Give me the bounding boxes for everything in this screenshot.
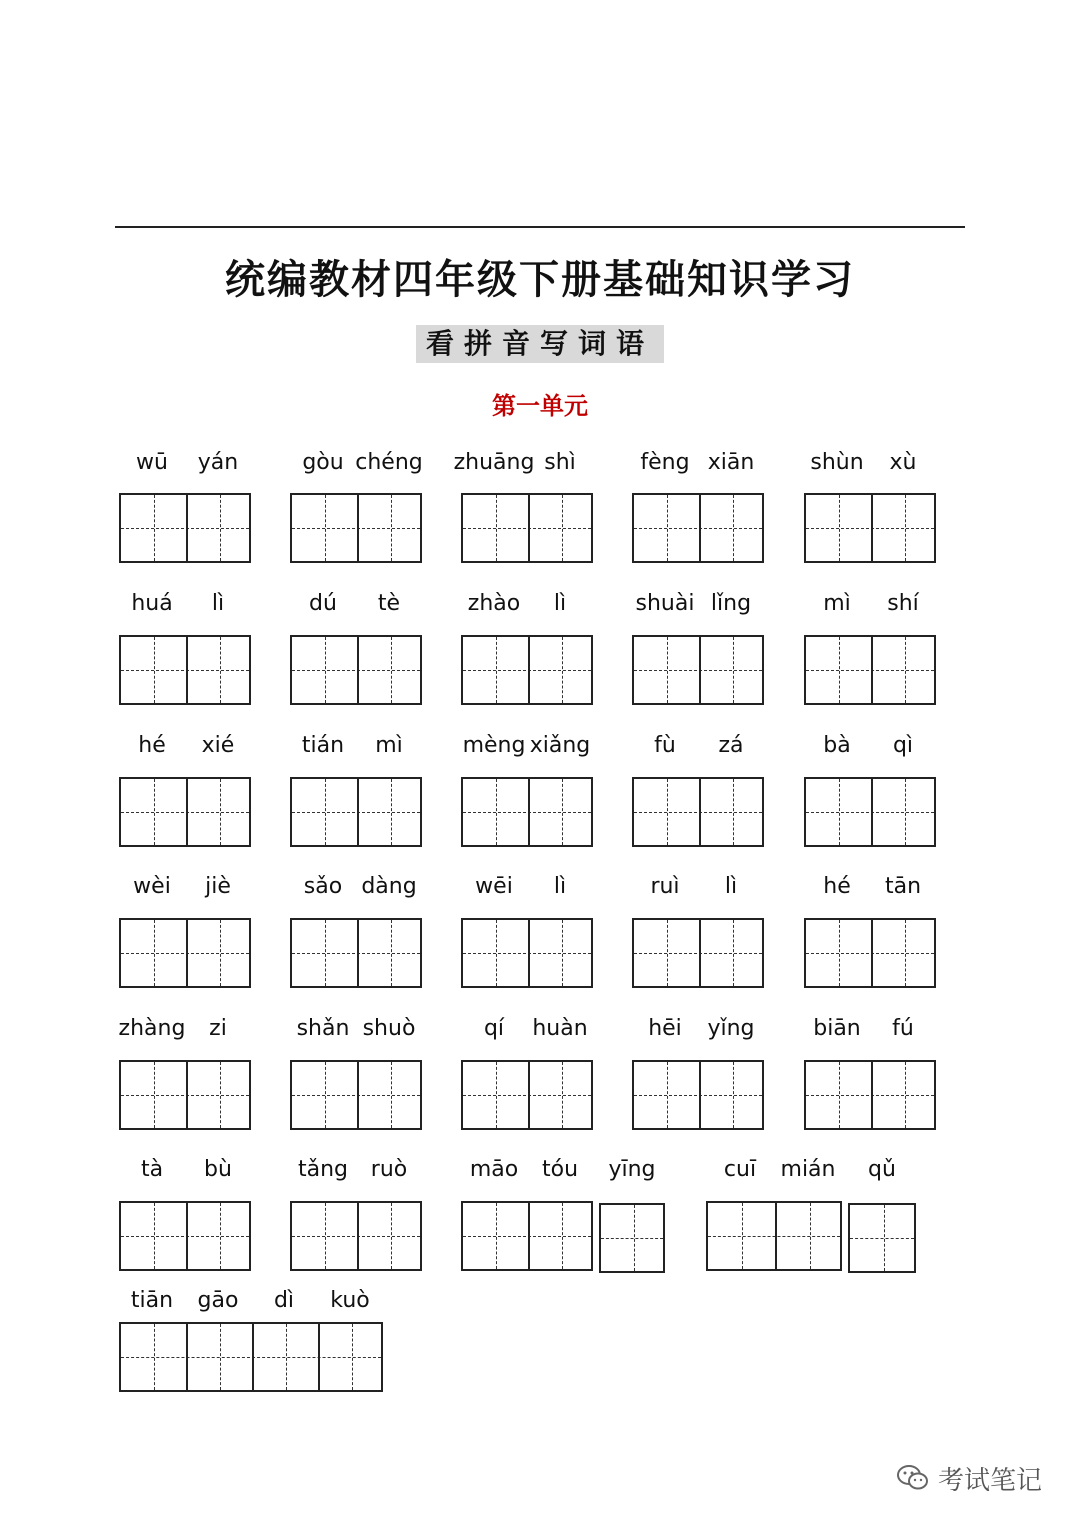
cell-divider [357, 1062, 359, 1128]
pinyin-syllable: tǎng [297, 1157, 349, 1182]
writing-box[interactable] [804, 918, 936, 988]
grid-guide-line [121, 528, 249, 529]
pinyin-syllable: huàn [532, 1016, 588, 1041]
grid-guide-line [325, 637, 326, 703]
grid-guide-line [496, 637, 497, 703]
grid-guide-line [562, 1062, 563, 1128]
grid-guide-line [154, 495, 155, 561]
cell-divider [528, 779, 530, 845]
grid-guide-line [391, 495, 392, 561]
pinyin-syllable: fèng [640, 450, 690, 475]
section-heading: 看拼音写词语 [416, 325, 664, 363]
pinyin-syllable: chéng [355, 450, 423, 475]
grid-guide-line [463, 1236, 591, 1237]
writing-box[interactable] [461, 1201, 593, 1271]
writing-box[interactable] [119, 1322, 383, 1392]
grid-guide-line [806, 1095, 934, 1096]
pinyin-syllable: tè [377, 591, 401, 616]
grid-guide-line [905, 779, 906, 845]
pinyin-syllable: lǐng [710, 591, 752, 616]
grid-guide-line [496, 1062, 497, 1128]
cell-divider [186, 779, 188, 845]
grid-guide-line [634, 670, 762, 671]
grid-guide-line [121, 1095, 249, 1096]
grid-guide-line [121, 1357, 381, 1358]
grid-guide-line [121, 670, 249, 671]
pinyin-syllable: ruò [370, 1157, 408, 1182]
grid-guide-line [733, 1062, 734, 1128]
grid-guide-line [839, 779, 840, 845]
pinyin-syllable: zhuāng [453, 450, 535, 475]
grid-guide-line [708, 1236, 840, 1237]
pinyin-syllable: mèng [462, 733, 526, 758]
pinyin-syllable: zhào [467, 591, 521, 616]
pinyin-syllable: gāo [197, 1288, 239, 1313]
pinyin-syllable: jiè [205, 874, 231, 899]
pinyin-syllable: hēi [648, 1016, 682, 1041]
grid-guide-line [154, 1324, 155, 1390]
grid-guide-line [634, 1095, 762, 1096]
grid-guide-line [154, 1203, 155, 1269]
grid-guide-line [391, 1062, 392, 1128]
cell-divider [357, 1203, 359, 1269]
grid-guide-line [292, 670, 420, 671]
grid-guide-line [496, 495, 497, 561]
grid-guide-line [463, 528, 591, 529]
pinyin-syllable: lì [724, 874, 738, 899]
grid-guide-line [496, 779, 497, 845]
grid-guide-line [667, 495, 668, 561]
cell-divider [871, 920, 873, 986]
cell-divider [186, 1203, 188, 1269]
cell-divider [699, 920, 701, 986]
cell-divider [528, 495, 530, 561]
grid-guide-line [220, 495, 221, 561]
grid-guide-line [905, 495, 906, 561]
pinyin-syllable: tān [884, 874, 922, 899]
cell-divider [871, 1062, 873, 1128]
writing-box[interactable] [804, 635, 936, 705]
grid-guide-line [667, 920, 668, 986]
cell-divider [186, 1324, 188, 1390]
pinyin-syllable: fú [892, 1016, 914, 1041]
pinyin-syllable: xù [889, 450, 917, 475]
pinyin-syllable: shì [544, 450, 576, 475]
pinyin-syllable: dú [309, 591, 337, 616]
pinyin-syllable: hé [138, 733, 166, 758]
grid-guide-line [562, 1203, 563, 1269]
cell-divider [357, 495, 359, 561]
grid-guide-line [292, 528, 420, 529]
pinyin-syllable: lì [553, 591, 567, 616]
grid-guide-line [154, 920, 155, 986]
pinyin-syllable: qí [483, 1016, 505, 1041]
pinyin-syllable: ruì [650, 874, 680, 899]
grid-guide-line [667, 779, 668, 845]
pinyin-syllable: tián [301, 733, 345, 758]
pinyin-syllable: lì [553, 874, 567, 899]
pinyin-syllable: huá [131, 591, 173, 616]
grid-guide-line [292, 812, 420, 813]
writing-box[interactable] [461, 493, 593, 563]
writing-box[interactable] [119, 1060, 251, 1130]
cell-divider [699, 779, 701, 845]
grid-guide-line [220, 1062, 221, 1128]
writing-box[interactable] [706, 1201, 842, 1271]
writing-box[interactable] [290, 1060, 422, 1130]
writing-box[interactable] [119, 918, 251, 988]
pinyin-syllable: yīng [608, 1157, 656, 1182]
pinyin-syllable: tóu [541, 1157, 579, 1182]
grid-guide-line [286, 1324, 287, 1390]
pinyin-syllable: māo [469, 1157, 519, 1182]
writing-box[interactable] [632, 918, 764, 988]
grid-guide-line [733, 637, 734, 703]
writing-box[interactable] [461, 777, 593, 847]
writing-box[interactable] [804, 1060, 936, 1130]
grid-guide-line [601, 1238, 663, 1239]
pinyin-syllable: cuī [723, 1157, 757, 1182]
grid-guide-line [884, 1205, 885, 1271]
grid-guide-line [839, 920, 840, 986]
cell-divider [357, 779, 359, 845]
pinyin-syllable: lì [211, 591, 225, 616]
grid-guide-line [634, 528, 762, 529]
grid-guide-line [733, 920, 734, 986]
wechat-icon [896, 1463, 930, 1493]
grid-guide-line [391, 637, 392, 703]
pinyin-syllable: shuài [635, 591, 695, 616]
grid-guide-line [220, 1324, 221, 1390]
pinyin-syllable: tiān [130, 1288, 174, 1313]
grid-guide-line [391, 920, 392, 986]
page-title: 统编教材四年级下册基础知识学习 [225, 257, 855, 303]
grid-guide-line [667, 1062, 668, 1128]
pinyin-syllable: yán [197, 450, 239, 475]
writing-box[interactable] [119, 1201, 251, 1271]
pinyin-syllable: shǎn [296, 1016, 350, 1041]
grid-guide-line [325, 920, 326, 986]
grid-guide-line [839, 637, 840, 703]
cell-divider [528, 920, 530, 986]
grid-guide-line [121, 1236, 249, 1237]
grid-guide-line [463, 670, 591, 671]
watermark-text: 考试笔记 [938, 1465, 1043, 1496]
grid-guide-line [905, 1062, 906, 1128]
cell-divider [186, 495, 188, 561]
watermark [896, 1458, 1042, 1498]
cell-divider [699, 637, 701, 703]
pinyin-syllable: shuò [362, 1016, 416, 1041]
cell-divider [186, 1062, 188, 1128]
grid-guide-line [391, 779, 392, 845]
grid-guide-line [905, 920, 906, 986]
grid-guide-line [154, 779, 155, 845]
grid-guide-line [496, 1203, 497, 1269]
grid-guide-line [325, 1062, 326, 1128]
grid-guide-line [905, 637, 906, 703]
writing-box[interactable] [599, 1203, 665, 1273]
cell-divider [252, 1324, 254, 1390]
writing-box[interactable] [461, 918, 593, 988]
grid-guide-line [463, 953, 591, 954]
grid-guide-line [839, 1062, 840, 1128]
pinyin-syllable: yǐng [707, 1016, 755, 1041]
pinyin-syllable: wū [136, 450, 168, 475]
grid-guide-line [292, 953, 420, 954]
grid-guide-line [562, 637, 563, 703]
writing-box[interactable] [461, 635, 593, 705]
cell-divider [528, 1203, 530, 1269]
pinyin-syllable: xiān [707, 450, 755, 475]
grid-guide-line [742, 1203, 743, 1269]
pinyin-syllable: biān [813, 1016, 861, 1041]
pinyin-syllable: mì [375, 733, 403, 758]
grid-guide-line [667, 637, 668, 703]
pinyin-syllable: qì [892, 733, 914, 758]
grid-guide-line [634, 953, 762, 954]
pinyin-syllable: xiǎng [529, 733, 591, 758]
pinyin-syllable: zá [718, 733, 744, 758]
grid-guide-line [733, 779, 734, 845]
writing-box[interactable] [632, 493, 764, 563]
cell-divider [186, 637, 188, 703]
grid-guide-line [220, 637, 221, 703]
grid-guide-line [562, 495, 563, 561]
grid-guide-line [634, 812, 762, 813]
pinyin-syllable: wèi [133, 874, 171, 899]
pinyin-syllable: shùn [810, 450, 864, 475]
pinyin-syllable: bà [823, 733, 851, 758]
writing-box[interactable] [632, 777, 764, 847]
grid-guide-line [810, 1203, 811, 1269]
cell-divider [357, 920, 359, 986]
grid-guide-line [839, 495, 840, 561]
cell-divider [357, 637, 359, 703]
writing-box[interactable] [119, 777, 251, 847]
writing-box[interactable] [290, 635, 422, 705]
pinyin-syllable: wēi [475, 874, 513, 899]
grid-guide-line [325, 495, 326, 561]
grid-guide-line [325, 1203, 326, 1269]
writing-box[interactable] [119, 493, 251, 563]
writing-box[interactable] [290, 493, 422, 563]
writing-box[interactable] [290, 918, 422, 988]
grid-guide-line [220, 920, 221, 986]
pinyin-syllable: zhàng [118, 1016, 186, 1041]
pinyin-syllable: mián [780, 1157, 836, 1182]
grid-guide-line [220, 779, 221, 845]
cell-divider [318, 1324, 320, 1390]
grid-guide-line [154, 1062, 155, 1128]
grid-guide-line [850, 1238, 914, 1239]
writing-box[interactable] [461, 1060, 593, 1130]
grid-guide-line [733, 495, 734, 561]
grid-guide-line [634, 1205, 635, 1271]
pinyin-syllable: kuò [330, 1288, 370, 1313]
writing-box[interactable] [632, 1060, 764, 1130]
cell-divider [528, 1062, 530, 1128]
grid-guide-line [154, 637, 155, 703]
pinyin-syllable: fù [654, 733, 676, 758]
grid-guide-line [325, 779, 326, 845]
writing-box[interactable] [804, 493, 936, 563]
writing-box[interactable] [290, 777, 422, 847]
pinyin-syllable: hé [823, 874, 851, 899]
grid-guide-line [391, 1203, 392, 1269]
grid-guide-line [806, 953, 934, 954]
cell-divider [186, 920, 188, 986]
cell-divider [775, 1203, 777, 1269]
grid-guide-line [806, 670, 934, 671]
pinyin-syllable: xié [201, 733, 235, 758]
writing-box[interactable] [804, 777, 936, 847]
writing-box[interactable] [848, 1203, 916, 1273]
pinyin-syllable: tà [140, 1157, 164, 1182]
grid-guide-line [220, 1203, 221, 1269]
grid-guide-line [292, 1236, 420, 1237]
cell-divider [871, 495, 873, 561]
grid-guide-line [121, 953, 249, 954]
pinyin-syllable: dàng [361, 874, 417, 899]
grid-guide-line [562, 920, 563, 986]
cell-divider [528, 637, 530, 703]
pinyin-syllable: gòu [302, 450, 344, 475]
grid-guide-line [352, 1324, 353, 1390]
pinyin-syllable: zi [209, 1016, 227, 1041]
grid-guide-line [292, 1095, 420, 1096]
grid-guide-line [806, 528, 934, 529]
pinyin-syllable: qǔ [868, 1157, 896, 1182]
pinyin-syllable: bù [204, 1157, 232, 1182]
cell-divider [699, 1062, 701, 1128]
grid-guide-line [463, 1095, 591, 1096]
writing-box[interactable] [632, 635, 764, 705]
grid-guide-line [806, 812, 934, 813]
writing-box[interactable] [290, 1201, 422, 1271]
cell-divider [871, 779, 873, 845]
pinyin-syllable: mì [823, 591, 851, 616]
cell-divider [871, 637, 873, 703]
writing-box[interactable] [119, 635, 251, 705]
pinyin-syllable: sǎo [303, 874, 343, 899]
pinyin-syllable: shí [887, 591, 919, 616]
grid-guide-line [463, 812, 591, 813]
grid-guide-line [121, 812, 249, 813]
cell-divider [699, 495, 701, 561]
unit-heading: 第一单元 [492, 392, 588, 420]
grid-guide-line [562, 779, 563, 845]
pinyin-syllable: dì [273, 1288, 295, 1313]
grid-guide-line [496, 920, 497, 986]
